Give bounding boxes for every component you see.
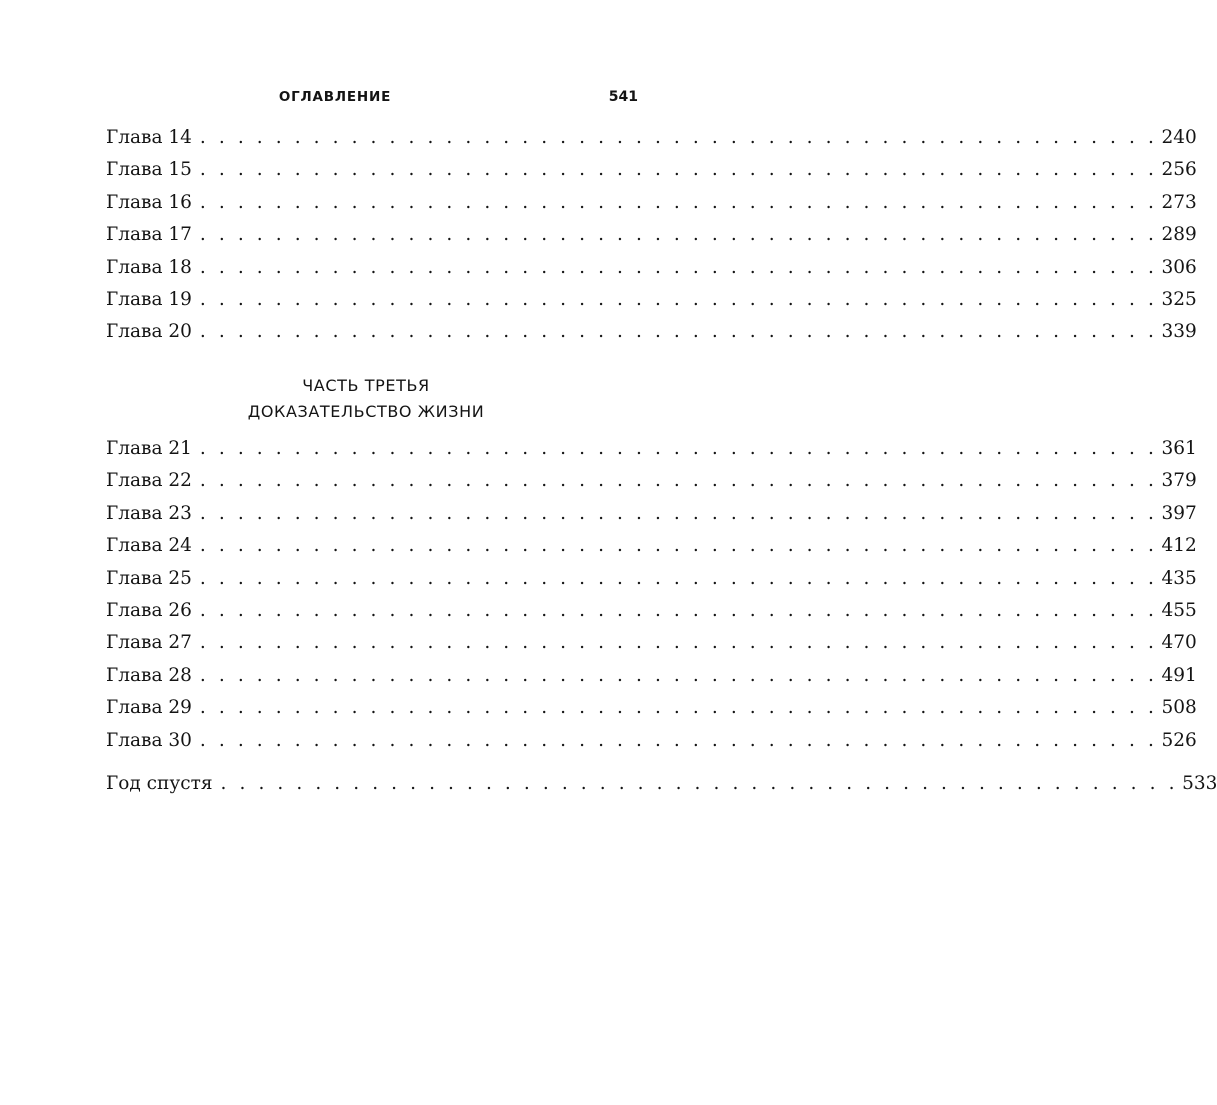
toc-entry-page: 379 [1161,470,1197,492]
toc-entry-label: Глава 27 [106,632,192,654]
dot-leader: . . . . . . . . . . . . . . . . . . . . . . . . . . . . . . . . . . . . . . . . . . . . . . . . . . . [199,664,1158,686]
header-title: ОГЛАВЛЕНИЕ [278,89,392,105]
toc-entry-page: 435 [1161,567,1197,589]
toc-entry-label: Глава 24 [106,535,192,557]
toc-entry-page: 339 [1161,321,1197,343]
toc-entry-page: 508 [1161,697,1197,719]
toc-list-epilogue [106,773,1217,805]
dot-leader: . . . . . . . . . . . . . . . . . . . . . . . . . . . . . . . . . . . . . . . . . . . . . . . . . . . [199,697,1158,719]
dot-leader: . . . . . . . . . . . . . . . . . . . . . . . . . . . . . . . . . . . . . . . . . . . . . . . . . . . [199,159,1158,181]
toc-entry [106,470,1197,502]
toc-entry-page: 455 [1161,599,1197,621]
toc-entry [106,664,1197,697]
toc-entry [106,288,1197,321]
toc-entry-label: Глава 29 [106,697,192,719]
dot-leader: . . . . . . . . . . . . . . . . . . . . . . . . . . . . . . . . . . . . . . . . . . . . . . . . . . . [199,256,1158,278]
page-number: 541 [608,89,638,105]
toc-entry [106,535,1197,567]
toc-entry [106,256,1197,289]
toc-entry-label: Глава 17 [106,224,192,246]
toc-entry-label: Глава 14 [106,127,192,148]
dot-leader: . . . . . . . . . . . . . . . . . . . . . . . . . . . . . . . . . . . . . . . . . . . . . . . . . . . [220,773,1179,794]
toc-entry-label: Глава 20 [106,321,192,343]
toc-entry-page: 470 [1161,632,1197,654]
toc-entry-page: 256 [1161,159,1197,181]
dot-leader: . . . . . . . . . . . . . . . . . . . . . . . . . . . . . . . . . . . . . . . . . . . . . . . . . . . [199,224,1158,246]
toc-entry-page: 240 [1161,127,1197,148]
toc-entry [106,567,1197,600]
dot-leader: . . . . . . . . . . . . . . . . . . . . . . . . . . . . . . . . . . . . . . . . . . . . . . . . . . . [199,438,1158,459]
dot-leader: . . . . . . . . . . . . . . . . . . . . . . . . . . . . . . . . . . . . . . . . . . . . . . . . . . . [199,729,1158,751]
toc-entry-page: 491 [1161,664,1197,686]
toc-entry-page: 289 [1161,224,1197,246]
part-three-heading-block [106,373,626,425]
dot-leader: . . . . . . . . . . . . . . . . . . . . . . . . . . . . . . . . . . . . . . . . . . . . . . . . . . . [199,502,1158,524]
dot-leader: . . . . . . . . . . . . . . . . . . . . . . . . . . . . . . . . . . . . . . . . . . . . . . . . . . . [199,321,1158,343]
toc-entry-page: 397 [1161,502,1197,524]
toc-entry-label: Глава 22 [106,470,192,492]
toc-entry [106,159,1197,191]
toc-entry-page: 412 [1161,535,1197,557]
dot-leader: . . . . . . . . . . . . . . . . . . . . . . . . . . . . . . . . . . . . . . . . . . . . . . . . . . . [199,567,1158,589]
toc-entry-epilogue [106,773,1217,805]
toc-entry-label: Глава 18 [106,256,192,278]
toc-entry-label: Год спустя [106,773,213,794]
toc-entry-label: Глава 16 [106,191,192,213]
dot-leader: . . . . . . . . . . . . . . . . . . . . . . . . . . . . . . . . . . . . . . . . . . . . . . . . . . . [199,599,1158,621]
toc-list-part-two [106,127,1197,354]
toc-entry-label: Глава 26 [106,599,192,621]
toc-list-part-three [106,438,1197,762]
toc-entry [106,321,1197,353]
toc-entry-label: Глава 23 [106,502,192,524]
toc-entry [106,224,1197,256]
toc-entry [106,127,1197,159]
toc-entry-page: 526 [1161,729,1197,751]
dot-leader: . . . . . . . . . . . . . . . . . . . . . . . . . . . . . . . . . . . . . . . . . . . . . . . . . . . [199,191,1158,213]
toc-entry [106,191,1197,224]
toc-entry [106,599,1197,632]
toc-entry-label: Глава 28 [106,664,192,686]
toc-entry [106,438,1197,470]
dot-leader: . . . . . . . . . . . . . . . . . . . . . . . . . . . . . . . . . . . . . . . . . . . . . . . . . . . [199,127,1158,148]
toc-entry-page: 273 [1161,191,1197,213]
toc-entry-label: Глава 19 [106,288,192,310]
toc-entry-page: 361 [1161,438,1197,459]
toc-entry-page: 533 [1182,773,1217,794]
toc-entry-label: Глава 21 [106,438,192,459]
dot-leader: . . . . . . . . . . . . . . . . . . . . . . . . . . . . . . . . . . . . . . . . . . . . . . . . . . . [199,288,1158,310]
toc-entry-page: 325 [1161,288,1197,310]
dot-leader: . . . . . . . . . . . . . . . . . . . . . . . . . . . . . . . . . . . . . . . . . . . . . . . . . . . [199,470,1158,492]
toc-entry [106,697,1197,729]
dot-leader: . . . . . . . . . . . . . . . . . . . . . . . . . . . . . . . . . . . . . . . . . . . . . . . . . . . [199,535,1158,557]
part-heading: ЧАСТЬ ТРЕТЬЯ [302,376,430,395]
toc-entry-label: Глава 25 [106,567,192,589]
toc-entry [106,502,1197,535]
toc-entry [106,729,1197,762]
toc-entry [106,632,1197,664]
part-subheading: ДОКАЗАТЕЛЬСТВО ЖИЗНИ [247,402,485,421]
dot-leader: . . . . . . . . . . . . . . . . . . . . . . . . . . . . . . . . . . . . . . . . . . . . . . . . . . . [199,632,1158,654]
toc-entry-label: Глава 15 [106,159,192,181]
toc-entry-label: Глава 30 [106,729,192,751]
toc-entry-page: 306 [1161,256,1197,278]
